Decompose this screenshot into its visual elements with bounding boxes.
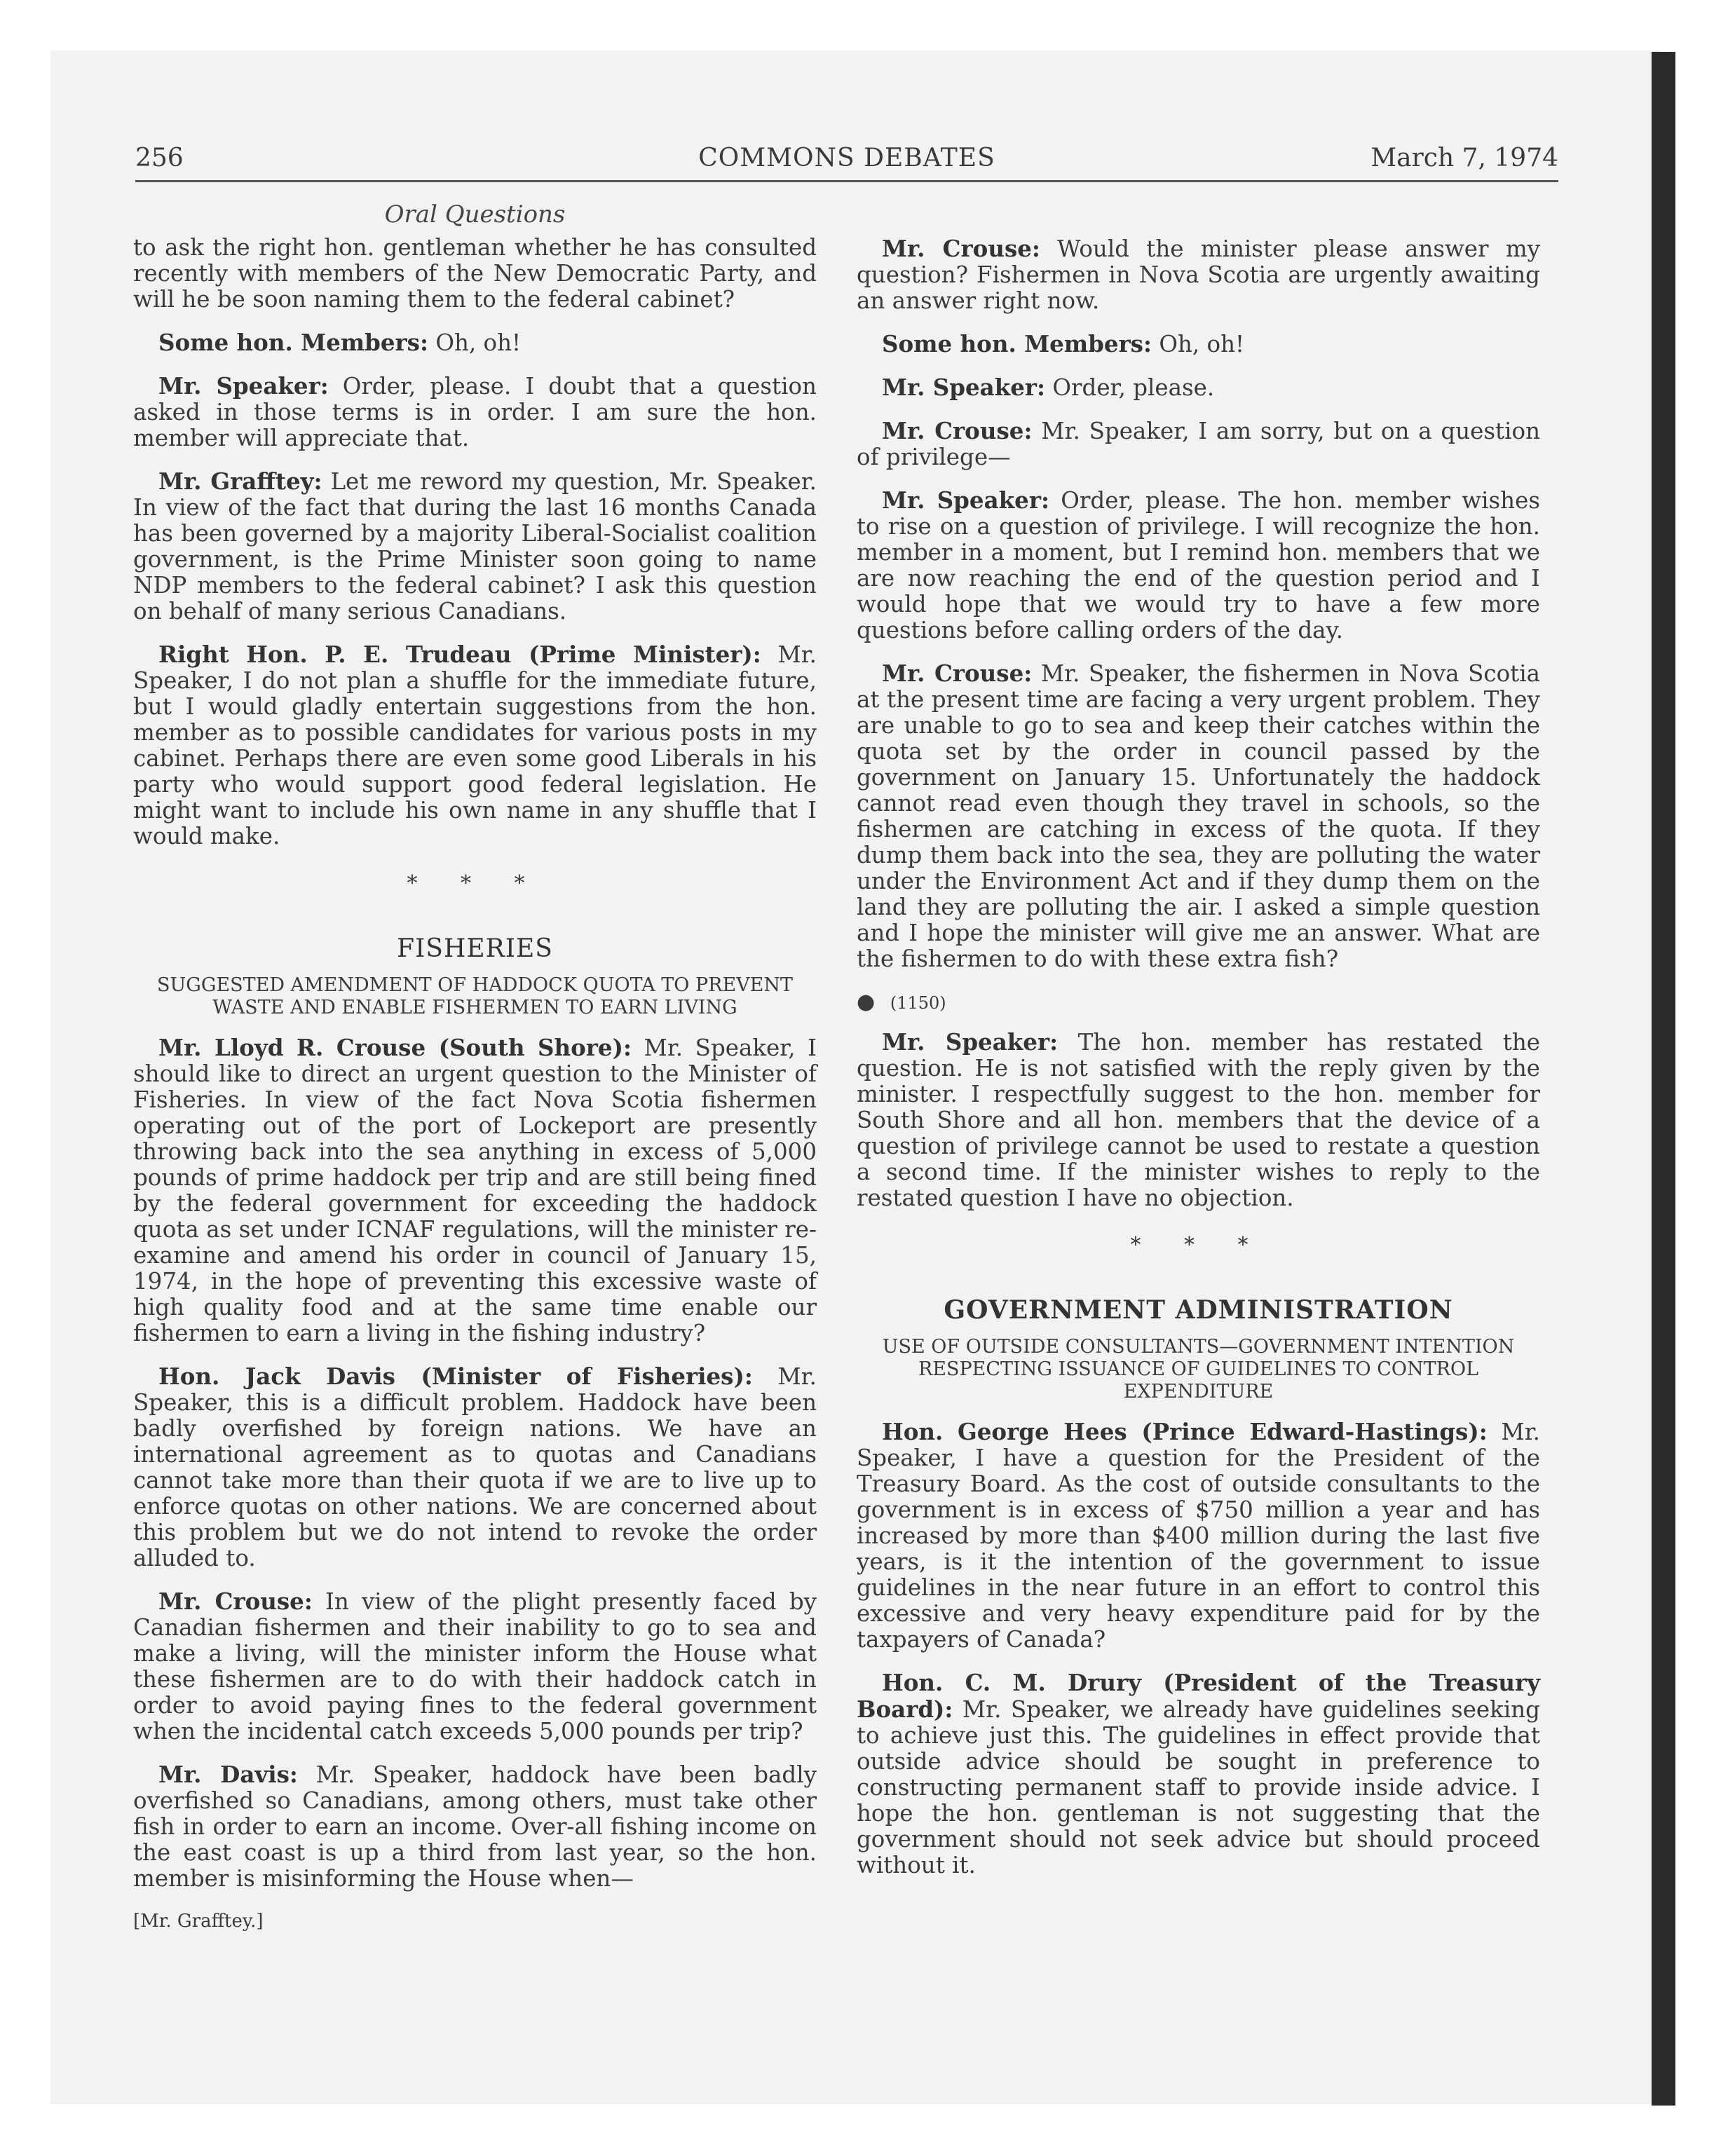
header-rule	[135, 180, 1558, 182]
paragraph	[133, 1761, 817, 1892]
paragraph	[857, 1029, 1540, 1211]
speaker-name: Mr. Crouse:	[158, 1588, 313, 1615]
paragraph	[133, 468, 817, 625]
publication-title: COMMONS DEBATES	[698, 144, 995, 172]
right-column	[857, 236, 1540, 1895]
paragraph-text: Let me reword my question, Mr. Speaker. In view of the fact that during the last 16 months Canada has been governed by a majority Liberal-Socialist coalition government, is the Prime Minister soon going to name NDP members to the federal cabinet? I ask this question on behalf of many serious Canadians.	[133, 468, 817, 625]
paragraph	[133, 641, 817, 850]
section-title: GOVERNMENT ADMINISTRATION	[944, 1295, 1453, 1325]
speaker-name: Hon. C. M. Drury (President of the Treasury Board):	[857, 1669, 1540, 1723]
paragraph	[133, 329, 817, 356]
paragraph-text: Order, please.	[1052, 374, 1215, 401]
paragraph	[857, 1670, 1540, 1878]
speaker-name: Some hon. Members:	[158, 329, 428, 356]
paragraph	[133, 1588, 817, 1745]
section-separator: * * *	[1130, 1233, 1267, 1257]
speaker-footnote: [Mr. Grafftey.]	[133, 1911, 264, 1932]
paragraph-text: Mr. Speaker, we already have guidelines seeking to achieve just this. The guidelines in effect provide that outside advice should be sought in preference to constructing permanent staff to provide inside advice. I hope the hon. gentleman is not suggesting that the government should not seek advice but should proceed without it.	[857, 1696, 1540, 1878]
speaker-name: Mr. Crouse:	[882, 235, 1040, 262]
paragraph	[857, 418, 1540, 470]
paragraph-text: Order, please. The hon. member wishes to rise on a question of privilege. I will recognize the hon. member in a moment, but I remind hon. members that we are now reaching the end of the question period and I would hope that we would try to have a few more questions before calling orders of the day.	[857, 487, 1541, 643]
timestamp-marker	[857, 989, 1540, 1016]
paragraph	[857, 487, 1540, 643]
speaker-name: Hon. George Hees (Prince Edward-Hastings):	[882, 1418, 1488, 1445]
paragraph-text: In view of the plight presently faced by Canadian fishermen and their inability to go to sea and make a living, will the minister inform the House what these fishermen are to do with their haddock catch in order to avoid paying fines to the federal government when the incidental catch exceeds 5,000 pounds per trip?	[133, 1588, 817, 1745]
speaker-name: Mr. Speaker:	[882, 1028, 1059, 1056]
section-title: FISHERIES	[397, 934, 553, 963]
page-header	[135, 144, 1558, 182]
page-number: 256	[135, 144, 184, 172]
paragraph-text: Mr. Speaker, I do not plan a shuffle for the immediate future, but I would gladly entertain suggestions from the hon. member as to possible candidates for various posts in my cabinet. Perhaps there are even some good Liberals in his party who would support good federal legislation. He might want to include his own name in any shuffle that I would make.	[133, 641, 817, 850]
paragraph-text: Order, please. I doubt that a question asked in those terms is in order. I am sure the hon. member will appreciate that.	[133, 373, 817, 451]
speaker-name: Some hon. Members:	[882, 330, 1152, 357]
section-separator: * * *	[407, 871, 543, 896]
speaker-name: Mr. Lloyd R. Crouse (South Shore):	[158, 1034, 632, 1061]
paragraph-text: Oh, oh!	[1159, 331, 1245, 357]
paragraph	[857, 660, 1540, 972]
paragraph	[857, 374, 1540, 401]
paragraph-text: The hon. member has restated the question. He is not satisfied with the reply given by the minister. I respectfully suggest to the hon. member for South Shore and all hon. members that the device of a question of privilege cannot be used to restate a question a second time. If the minister wishes to reply to the restated question I have no objection.	[857, 1029, 1540, 1211]
paragraph-text: Mr. Speaker, this is a difficult problem. Haddock have been badly overfished by foreign nations. We have an international agreement as to quotas and Canadians cannot take more than their quota if we are to live up to enforce quotas on other nations. We are concerned about this problem but we do not intend to revoke the order alluded to.	[133, 1363, 817, 1571]
section-subhead: SUGGESTED AMENDMENT OF HADDOCK QUOTA TO PREVENT WASTE AND ENABLE FISHERMEN TO EARN LIVING	[157, 974, 793, 1018]
paragraph-text: Mr. Speaker, haddock have been badly overfished so Canadians, among others, must take other fish in order to earn an income. Over-all fishing income on the east coast is up a third from last year, so the hon. member is misinforming the House when—	[133, 1761, 817, 1892]
paragraph	[133, 1363, 817, 1571]
paragraph	[133, 373, 817, 451]
paragraph	[857, 331, 1540, 357]
section-subhead: USE OF OUTSIDE CONSULTANTS—GOVERNMENT INTENTION RESPECTING ISSUANCE OF GUIDELINES TO CONTROL EXPENDITURE	[882, 1336, 1515, 1403]
paragraph-text: to ask the right hon. gentleman whether he has consulted recently with members of the New Democratic Party, and will he be soon naming them to the federal cabinet?	[133, 234, 817, 313]
paragraph	[133, 235, 817, 313]
speaker-name: Mr. Speaker:	[158, 372, 329, 400]
paragraph-text: Mr. Speaker, I am sorry, but on a question of privilege—	[857, 418, 1540, 470]
paragraph-text: Would the minister please answer my question? Fishermen in Nova Scotia are urgently awaiting an answer right now.	[857, 236, 1540, 314]
paragraph	[133, 1035, 817, 1346]
speaker-name: Right Hon. P. E. Trudeau (Prime Minister):	[158, 641, 761, 668]
speaker-name: Mr. Crouse:	[882, 660, 1033, 687]
speaker-name: Hon. Jack Davis (Minister of Fisheries):	[158, 1363, 753, 1390]
paragraph	[857, 236, 1540, 314]
speaker-name: Mr. Speaker:	[882, 374, 1045, 401]
publication-date: March 7, 1974	[1370, 144, 1558, 172]
paragraph	[857, 1419, 1540, 1653]
bullet-icon: ●	[857, 990, 876, 1014]
running-rubric: Oral Questions	[384, 200, 566, 228]
paragraph-text: Mr. Speaker, I should like to direct an urgent question to the Minister of Fisheries. In view of the fact Nova Scotia fishermen operating out of the port of Lockeport are presently throwing back into the sea anything in excess of 5,000 pounds of prime haddock per trip and are still being fined by the federal government for exceeding the haddock quota as set under ICNAF regulations, will the minister re-examine and amend his order in council of January 15, 1974, in the hope of preventing this excessive waste of high quality food and at the same time enable our fishermen to earn a living in the fishing industry?	[133, 1035, 817, 1346]
page-binding-edge	[1652, 52, 1675, 2106]
paragraph-text: Mr. Speaker, I have a question for the President of the Treasury Board. As the cost of outside consultants to the government is in excess of $750 million a year and has increased by more than $400 million during the last five years, is it the intention of the government to issue guidelines in the near future in an effort to control this excessive and very heavy expenditure paid for by the taxpayers of Canada?	[857, 1419, 1540, 1653]
paragraph-text: Oh, oh!	[435, 329, 522, 356]
timestamp-text: (1150)	[890, 993, 946, 1013]
left-column	[133, 198, 817, 1935]
speaker-name: Mr. Davis:	[158, 1761, 298, 1788]
speaker-name: Mr. Grafftey:	[158, 468, 322, 495]
speaker-name: Mr. Crouse:	[882, 417, 1033, 444]
paragraph-text: Mr. Speaker, the fishermen in Nova Scotia at the present time are facing a very urgent problem. They are unable to go to sea and keep their catches within the quota set by the order in council passed by the government on January 15. Unfortunately the haddock cannot read even though they travel in schools, so the fishermen are catching in excess of the quota. If they dump them back into the sea, they are polluting the water under the Environment Act and if they dump them on the land they are polluting the air. I asked a simple question and I hope the minister will give me an answer. What are the fishermen to do with these extra fish?	[857, 660, 1541, 972]
speaker-name: Mr. Speaker:	[882, 486, 1049, 514]
